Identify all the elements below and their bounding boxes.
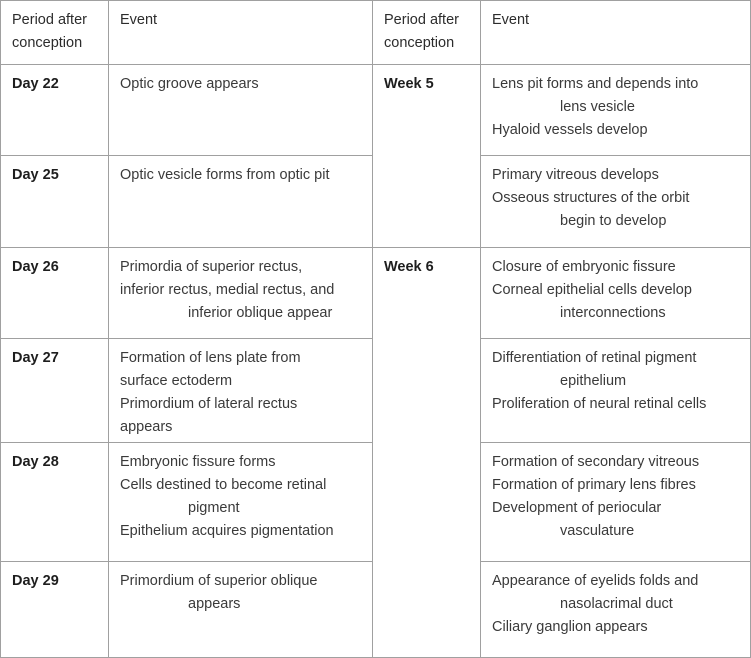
- event-line: Development of periocular: [492, 500, 662, 516]
- period-cell: Day 26: [1, 248, 109, 339]
- event-line: Cells destined to become retinal: [120, 477, 327, 493]
- event-line: Proliferation of neural retinal cells: [492, 396, 707, 412]
- event-line: Ciliary ganglion appears: [492, 619, 648, 635]
- event-line: Appearance of eyelids folds and: [492, 573, 699, 589]
- event-line: lens vesicle: [560, 99, 635, 115]
- event-line: Lens pit forms and depends into: [492, 76, 699, 92]
- event-line: Corneal epithelial cells develop: [492, 282, 692, 298]
- week-period-cell: Week 5: [373, 65, 481, 248]
- event-cell: [481, 562, 751, 658]
- event-line: Formation of lens plate from: [120, 350, 301, 366]
- table-row: [1, 248, 751, 339]
- header-text: Event: [492, 12, 530, 28]
- event-cell: [109, 65, 373, 156]
- event-line: Optic vesicle forms from optic pit: [120, 167, 330, 183]
- header-period-left: [1, 1, 109, 65]
- event-line: begin to develop: [560, 213, 667, 229]
- period-cell: Day 22: [1, 65, 109, 156]
- event-cell: [481, 248, 751, 339]
- event-cell: [481, 65, 751, 156]
- header-event-left: [109, 1, 373, 65]
- period-cell: Day 28: [1, 443, 109, 562]
- event-line: inferior oblique appear: [188, 305, 333, 321]
- header-text: conception: [384, 35, 455, 51]
- event-line: inferior rectus, medial rectus, and: [120, 282, 335, 298]
- period-cell: Day 25: [1, 156, 109, 248]
- event-line: surface ectoderm: [120, 373, 233, 389]
- event-line: Differentiation of retinal pigment: [492, 350, 697, 366]
- event-line: Hyaloid vessels develop: [492, 122, 648, 138]
- event-line: Primary vitreous develops: [492, 167, 659, 183]
- header-text: Period after: [384, 12, 459, 28]
- event-cell: [109, 443, 373, 562]
- event-cell: [481, 443, 751, 562]
- event-line: Epithelium acquires pigmentation: [120, 523, 334, 539]
- event-line: Primordium of lateral rectus: [120, 396, 298, 412]
- header-text: Event: [120, 12, 158, 28]
- header-text: Period after: [12, 12, 87, 28]
- table-row: [1, 65, 751, 156]
- event-cell: [109, 248, 373, 339]
- event-line: Embryonic fissure forms: [120, 454, 276, 470]
- event-line: appears: [120, 419, 173, 435]
- event-cell: [109, 156, 373, 248]
- event-line: Osseous structures of the orbit: [492, 190, 690, 206]
- event-line: appears: [188, 596, 241, 612]
- header-text: conception: [12, 35, 83, 51]
- event-line: epithelium: [560, 373, 627, 389]
- event-line: Formation of primary lens fibres: [492, 477, 696, 493]
- event-line: interconnections: [560, 305, 666, 321]
- event-cell: [109, 339, 373, 443]
- period-cell: Day 29: [1, 562, 109, 658]
- header-period-right: [373, 1, 481, 65]
- event-line: Primordium of superior oblique: [120, 573, 318, 589]
- week-period-cell: Week 6: [373, 248, 481, 658]
- event-cell: [481, 339, 751, 443]
- period-cell: Day 27: [1, 339, 109, 443]
- event-line: Closure of embryonic fissure: [492, 259, 676, 275]
- event-line: Primordia of superior rectus,: [120, 259, 303, 275]
- event-line: pigment: [188, 500, 240, 516]
- event-line: Formation of secondary vitreous: [492, 454, 700, 470]
- event-line: Optic groove appears: [120, 76, 259, 92]
- event-line: nasolacrimal duct: [560, 596, 673, 612]
- event-cell: [481, 156, 751, 248]
- event-line: vasculature: [560, 523, 635, 539]
- header-row: [1, 1, 751, 65]
- header-event-right: [481, 1, 751, 65]
- event-cell: [109, 562, 373, 658]
